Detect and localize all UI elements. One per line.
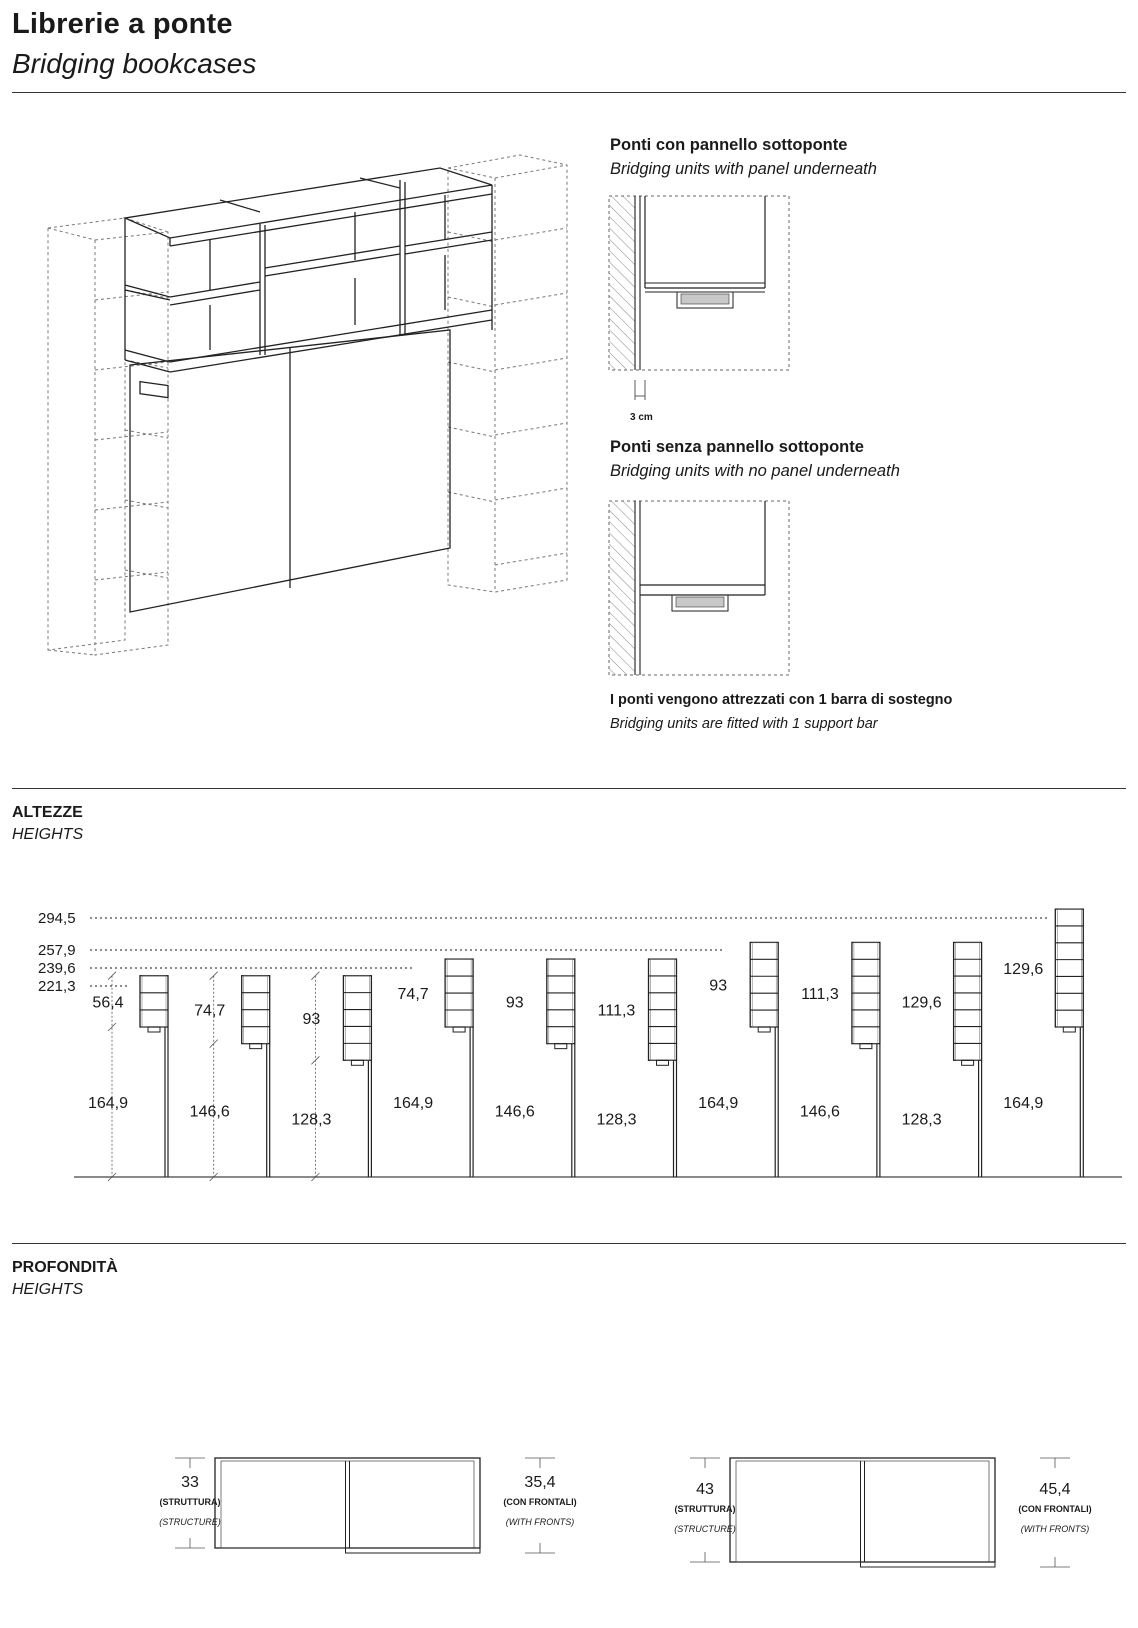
bookcase-module (954, 942, 982, 1060)
height-unit (1003, 909, 1083, 1177)
fronts-label-en: (WITH FRONTS) (1020, 1524, 1090, 1534)
heights-subtitle: HEIGHTS (12, 826, 84, 843)
height-level-label: 221,3 (38, 978, 76, 995)
with-panel-title: Ponti con pannello sottoponte (610, 136, 848, 154)
with-panel-subtitle: Bridging units with panel underneath (610, 160, 877, 178)
top-height-label: 74,7 (397, 986, 429, 1004)
bottom-height-label: 164,9 (698, 1095, 739, 1112)
height-unit (291, 972, 371, 1181)
height-unit (393, 959, 473, 1177)
height-unit (190, 972, 270, 1181)
height-unit (902, 942, 982, 1177)
bookcase-module (1055, 909, 1083, 1027)
bookcase-module (547, 959, 575, 1044)
without-panel-title: Ponti senza pannello sottoponte (610, 438, 864, 456)
page-title: Librerie a ponte (12, 8, 233, 40)
height-unit (596, 959, 676, 1177)
fronts-label-en: (WITH FRONTS) (505, 1517, 575, 1527)
heights-divider (12, 788, 1126, 789)
height-unit (495, 959, 575, 1177)
depth-unit (159, 1458, 576, 1553)
without-panel-subtitle: Bridging units with no panel underneath (610, 462, 900, 480)
top-height-label: 56,4 (92, 994, 124, 1012)
bottom-height-label: 164,9 (87, 1095, 129, 1112)
height-unit (698, 942, 778, 1177)
depth-unit (674, 1458, 1091, 1567)
heights-diagram (0, 880, 1138, 1200)
panel-gap-dimension: 3 cm (630, 412, 653, 423)
with-panel-section-detail (605, 190, 805, 430)
bottom-height-label: 146,6 (494, 1103, 535, 1121)
bookcase-module (140, 976, 168, 1027)
bottom-height-label: 146,6 (799, 1103, 840, 1121)
fronts-depth-value: 45,4 (1039, 1481, 1071, 1498)
bookcase-module (750, 942, 778, 1027)
structure-label-en: (STRUCTURE) (159, 1517, 221, 1527)
height-level-label: 257,9 (38, 942, 76, 959)
depths-title: PROFONDITÀ (12, 1259, 118, 1276)
top-height-label: 93 (709, 977, 728, 995)
height-unit (800, 942, 880, 1177)
structure-depth-value: 33 (181, 1474, 199, 1491)
bottom-height-label: 128,3 (291, 1111, 332, 1129)
fronts-label-it: (CON FRONTALI) (503, 1497, 577, 1507)
top-height-label: 129,6 (1003, 961, 1044, 979)
structure-label-it: (STRUTTURA) (159, 1497, 221, 1507)
top-height-label: 93 (302, 1010, 321, 1028)
structure-label-en: (STRUCTURE) (674, 1524, 736, 1534)
depths-diagram (0, 1440, 1138, 1620)
top-height-label: 93 (505, 994, 524, 1012)
height-level-label: 294,5 (38, 910, 76, 927)
without-panel-section-detail (605, 495, 805, 685)
bottom-height-label: 128,3 (901, 1111, 942, 1129)
heights-title: ALTEZZE (12, 804, 83, 821)
page-subtitle: Bridging bookcases (12, 48, 257, 79)
top-height-label: 111,3 (801, 986, 839, 1004)
depths-subtitle: HEIGHTS (12, 1281, 84, 1298)
bookcase-module (343, 976, 371, 1061)
fronts-depth-value: 35,4 (524, 1474, 556, 1491)
structure-depth-value: 43 (696, 1481, 714, 1498)
top-height-label: 129,6 (901, 994, 942, 1012)
bottom-height-label: 164,9 (393, 1095, 434, 1112)
height-level-label: 239,6 (38, 960, 76, 977)
structure-label-it: (STRUTTURA) (674, 1504, 736, 1514)
bottom-height-label: 164,9 (1003, 1095, 1044, 1112)
bottom-height-label: 128,3 (596, 1111, 637, 1129)
depth-plan-outline (730, 1458, 995, 1562)
depth-plan-outline (215, 1458, 480, 1548)
bottom-height-label: 146,6 (189, 1103, 230, 1121)
depths-divider (12, 1243, 1126, 1244)
support-bar-note-title: I ponti vengono attrezzati con 1 barra di sostegno (610, 692, 953, 708)
top-height-label: 74,7 (194, 1002, 226, 1020)
top-height-label: 111,3 (597, 1002, 636, 1020)
height-unit (88, 972, 168, 1181)
fronts-label-it: (CON FRONTALI) (1018, 1504, 1092, 1514)
support-bar-note-subtitle: Bridging units are fitted with 1 support bar (610, 716, 878, 732)
